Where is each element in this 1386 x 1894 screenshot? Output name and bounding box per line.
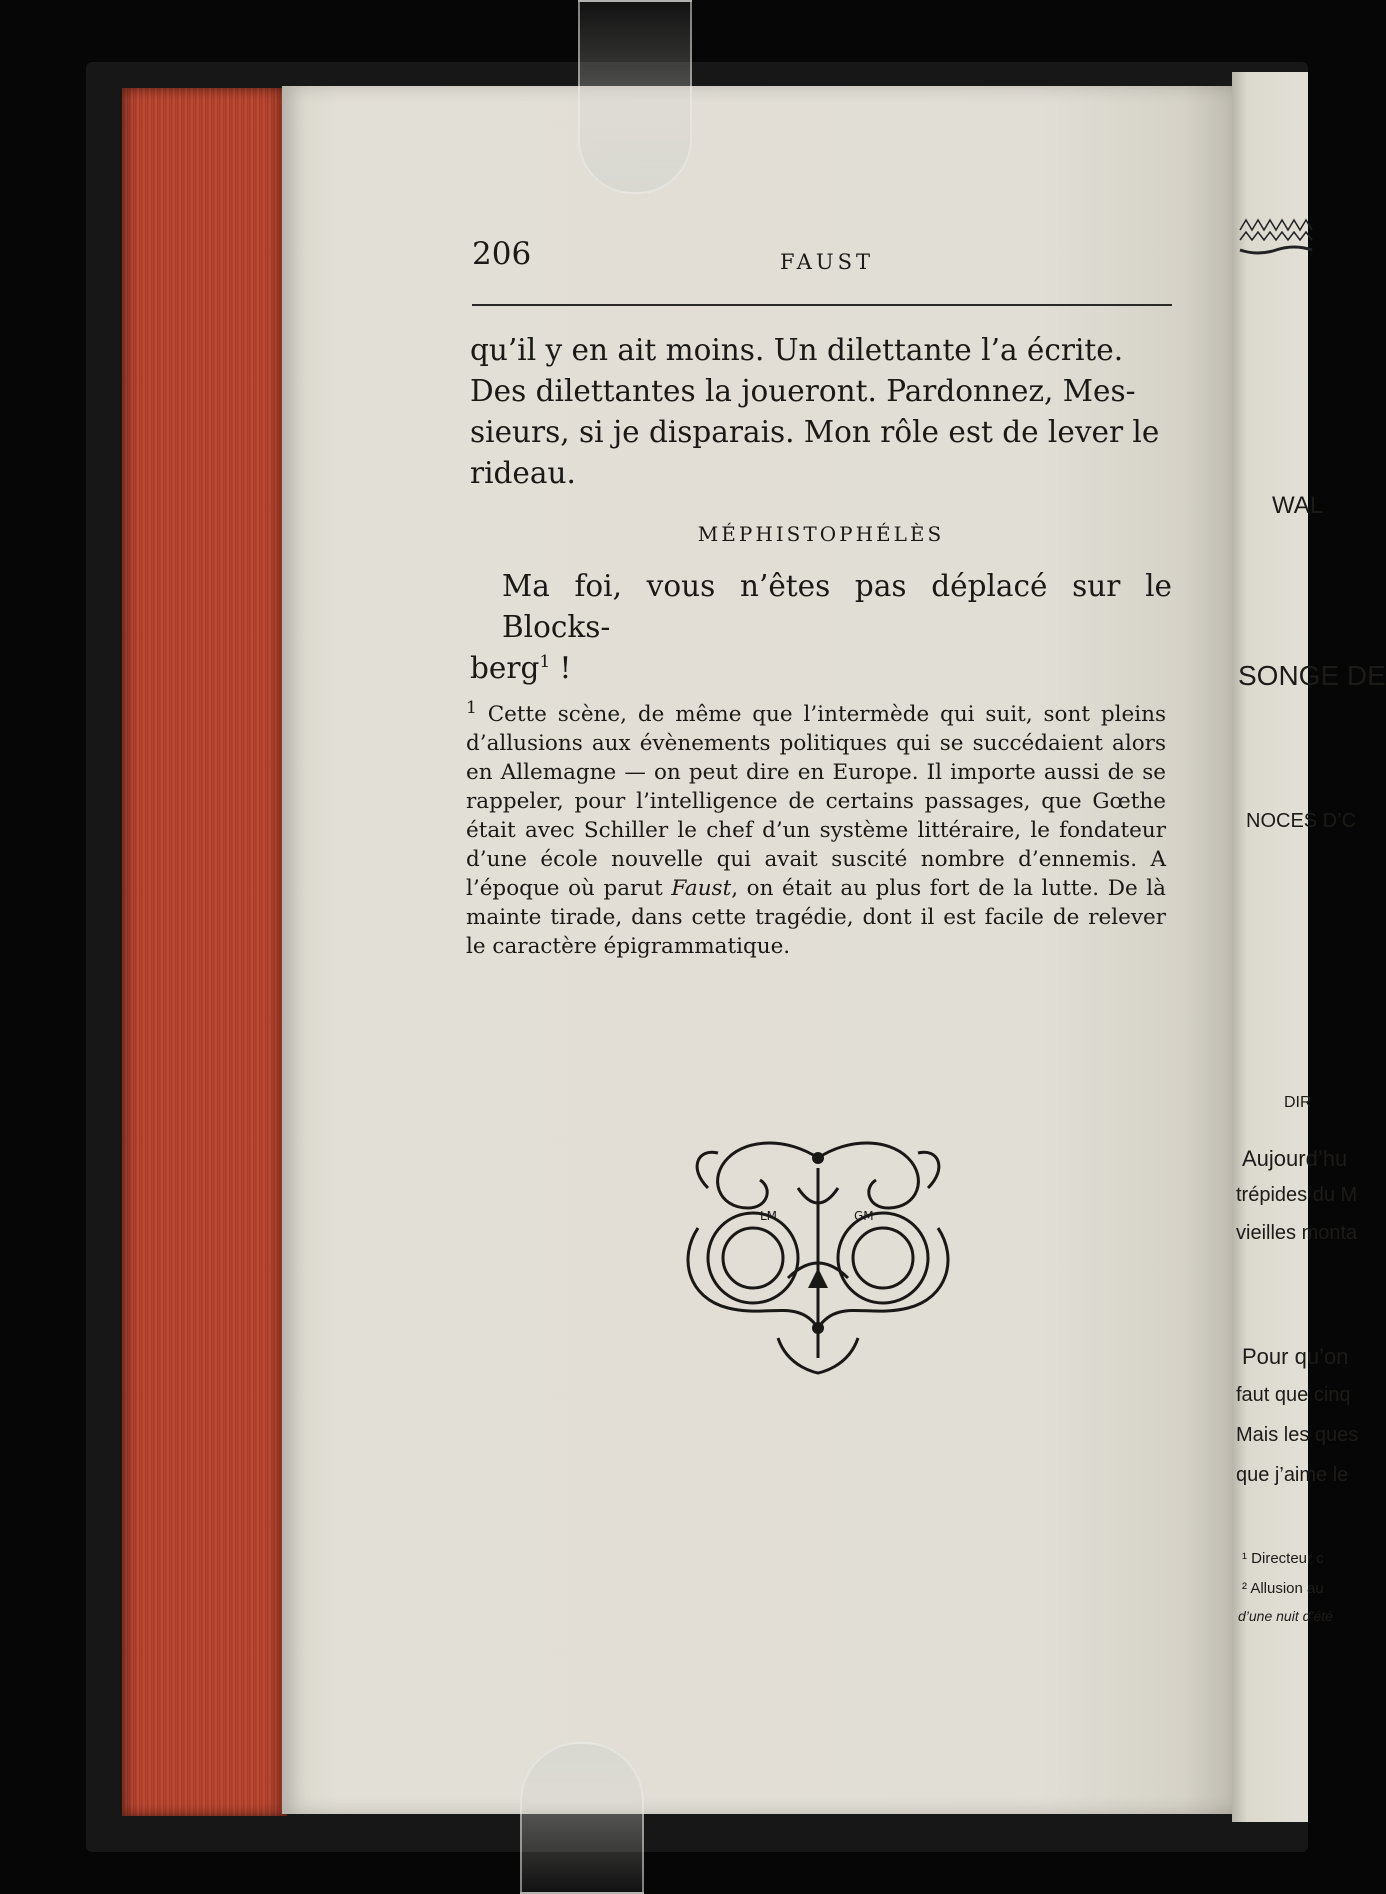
right-page-fragment: vieilles monta — [1236, 1222, 1358, 1244]
right-page-fragment: DIR — [1284, 1094, 1312, 1111]
right-page-fragment: que j’aime le — [1236, 1464, 1349, 1486]
body-line: Des dilettantes la joueront. Pardonnez, Mes- — [470, 374, 1136, 408]
right-page-fragment: SONGE DE — [1238, 660, 1386, 691]
page-clip-bottom — [520, 1742, 644, 1894]
body-line: qu’il y en ait moins. Un dilettante l’a écrite. — [470, 333, 1124, 367]
body-line: sieurs, si je disparais. Mon rôle est de lever le — [470, 415, 1160, 449]
speech-line: Ma foi, vous n’êtes pas déplacé sur le Blocks- — [502, 569, 1172, 644]
right-page-ornament-band — [1240, 212, 1316, 272]
speech-line-end: ! — [550, 651, 572, 685]
right-page-fragment: Mais les ques — [1236, 1424, 1359, 1446]
page-header — [472, 236, 1172, 280]
right-page-fragment: WAL — [1272, 492, 1324, 519]
footnote-marker: 1 — [466, 697, 477, 718]
speech-text — [470, 566, 1172, 689]
speech-line-2 — [470, 648, 1172, 689]
ornament-monogram-right: GM — [854, 1209, 874, 1223]
header-rule — [472, 304, 1172, 306]
page-number: 206 — [472, 236, 532, 272]
right-page-fragment: faut que cinq — [1236, 1384, 1351, 1406]
ornament-icon — [668, 1128, 968, 1378]
footnote — [466, 697, 1166, 961]
page-edge-red — [122, 88, 287, 1816]
ornament-monogram-left: LM — [760, 1209, 778, 1223]
footnote-text: Cette scène, de même que l’intermède qui suit, sont pleins d’allusions aux évènements politiques qui se succédaient alors en Allemagne — on peut dire en Europe. Il importe aussi de se rappeler, pour l’intelligence de certains passages, que Gœthe était avec Schiller le chef d’un système littéraire, le fondateur d’une école nouvelle qui avait suscité nombre d’ennemis. A l’époque où parut — [466, 702, 1166, 901]
body-line: rideau. — [470, 456, 576, 490]
right-page-fragment: Pour qu’on — [1242, 1344, 1349, 1369]
right-page-fragment: ¹ Directeur c — [1242, 1550, 1324, 1567]
page-clip-top — [578, 0, 692, 194]
speaker-name: MÉPHISTOPHÉLÈS — [697, 522, 945, 546]
right-page-fragment: Aujourd’hu — [1242, 1146, 1348, 1171]
footnote-title: Faust — [671, 876, 732, 901]
footnote-reference: 1 — [539, 652, 551, 673]
speech-line-text: berg — [470, 651, 540, 685]
right-page-fragment: trépides du M — [1236, 1184, 1358, 1206]
body-text — [470, 330, 1172, 494]
footnote-text-end: , on était au plus fort de la lutte. De là mainte tirade, dans cette tragédie, dont il est facile de relever le caractère épigrammatique. — [466, 876, 1166, 959]
right-page-edge — [1232, 72, 1386, 1822]
right-page-fragment: NOCES D’C — [1246, 810, 1357, 832]
running-head: FAUST — [780, 250, 875, 274]
right-page-fragment: d’une nuit d’été — [1238, 1608, 1333, 1624]
right-page-fragment: ² Allusion au — [1242, 1580, 1324, 1597]
